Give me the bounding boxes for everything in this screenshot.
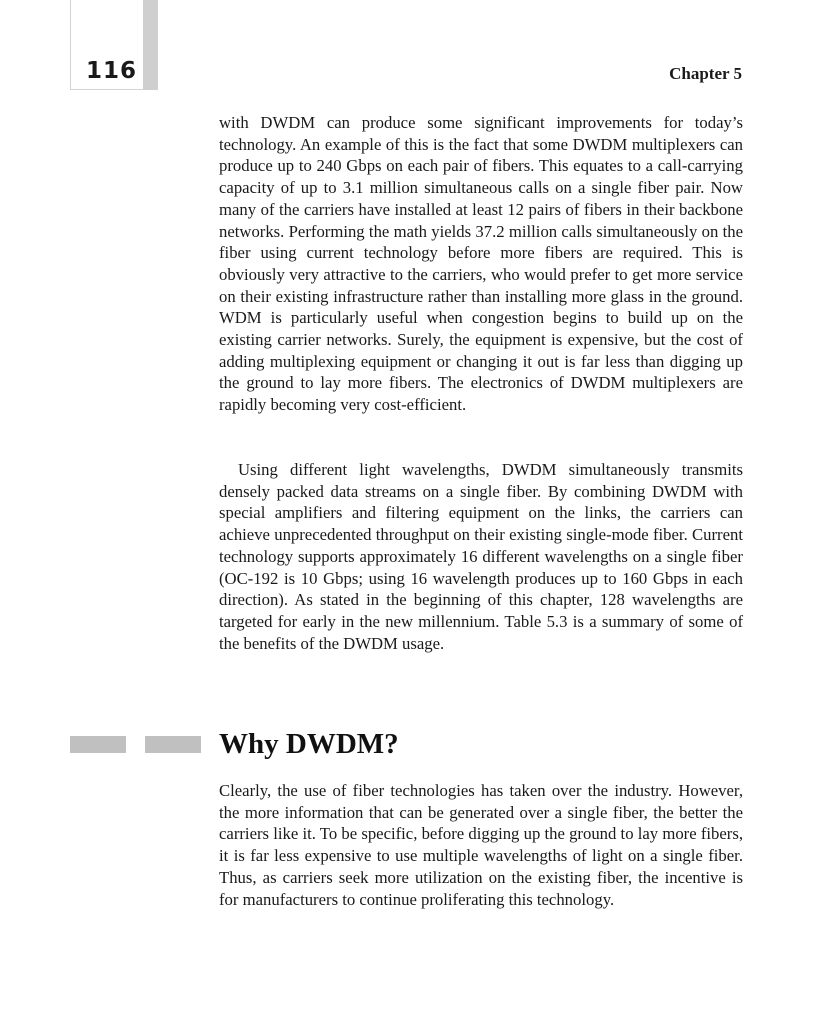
paragraph-text: Clearly, the use of fiber technologies has taken over the industry. However, the more information that can be generated over a single fiber, the better the carriers like it. To be specific, before digging up the ground to lay more fibers, it is far less expensive to use multiple wavelengths of light on a single fiber. Thus, as carriers seek more utilization on the existing fiber, the incentive is for manufacturers to continue proliferating this technology. (219, 781, 743, 909)
page-tab-bar (143, 0, 158, 90)
chapter-label: Chapter 5 (669, 64, 742, 83)
heading-marker-bar (70, 736, 126, 753)
heading-marker-bar (145, 736, 201, 753)
page-number: 116 (86, 58, 138, 84)
section-paragraph (219, 780, 743, 910)
paragraph-text: Using different light wavelengths, DWDM simultaneously transmits densely packed data streams on a single fiber. By combining DWDM with special amplifiers and filtering equipment on the links, the carriers can achieve unprecedented throughput on their existing single-mode fiber. Current technology supports approximately 16 different wavelengths on a single fiber (OC-192 is 10 Gbps; using 16 wavelength produces up to 160 Gbps in each direction). As stated in the beginning of this chapter, 128 wavelengths are targeted for early in the new millennium. Table 5.3 is a summary of some of the benefits of the DWDM usage. (219, 460, 743, 653)
section-heading: Why DWDM? (219, 728, 399, 760)
paragraph-text: with DWDM can produce some significant improvements for today’s technology. An example of this is the fact that some DWDM multiplexers can produce up to 240 Gbps on each pair of fibers. This equates to a call-carrying capacity of up to 3.1 million simultaneous calls on a single fiber pair. Now many of the carriers have installed at least 12 pairs of fibers in their backbone networks. Performing the math yields 37.2 million calls simultaneously on the fiber using current technology before more fibers are required. This is obviously very attractive to the carriers, who would prefer to get more service on their existing infrastructure rather than installing more glass in the ground. WDM is particularly useful when congestion begins to build up on the existing carrier networks. Surely, the equipment is expensive, but the cost of adding multiplexing equipment or changing it out is far less than digging up the ground to lay more fibers. The electronics of DWDM multiplexers are rapidly becoming very cost-efficient. (219, 113, 743, 415)
body-paragraph (219, 459, 743, 654)
body-paragraph-continued (219, 112, 743, 416)
